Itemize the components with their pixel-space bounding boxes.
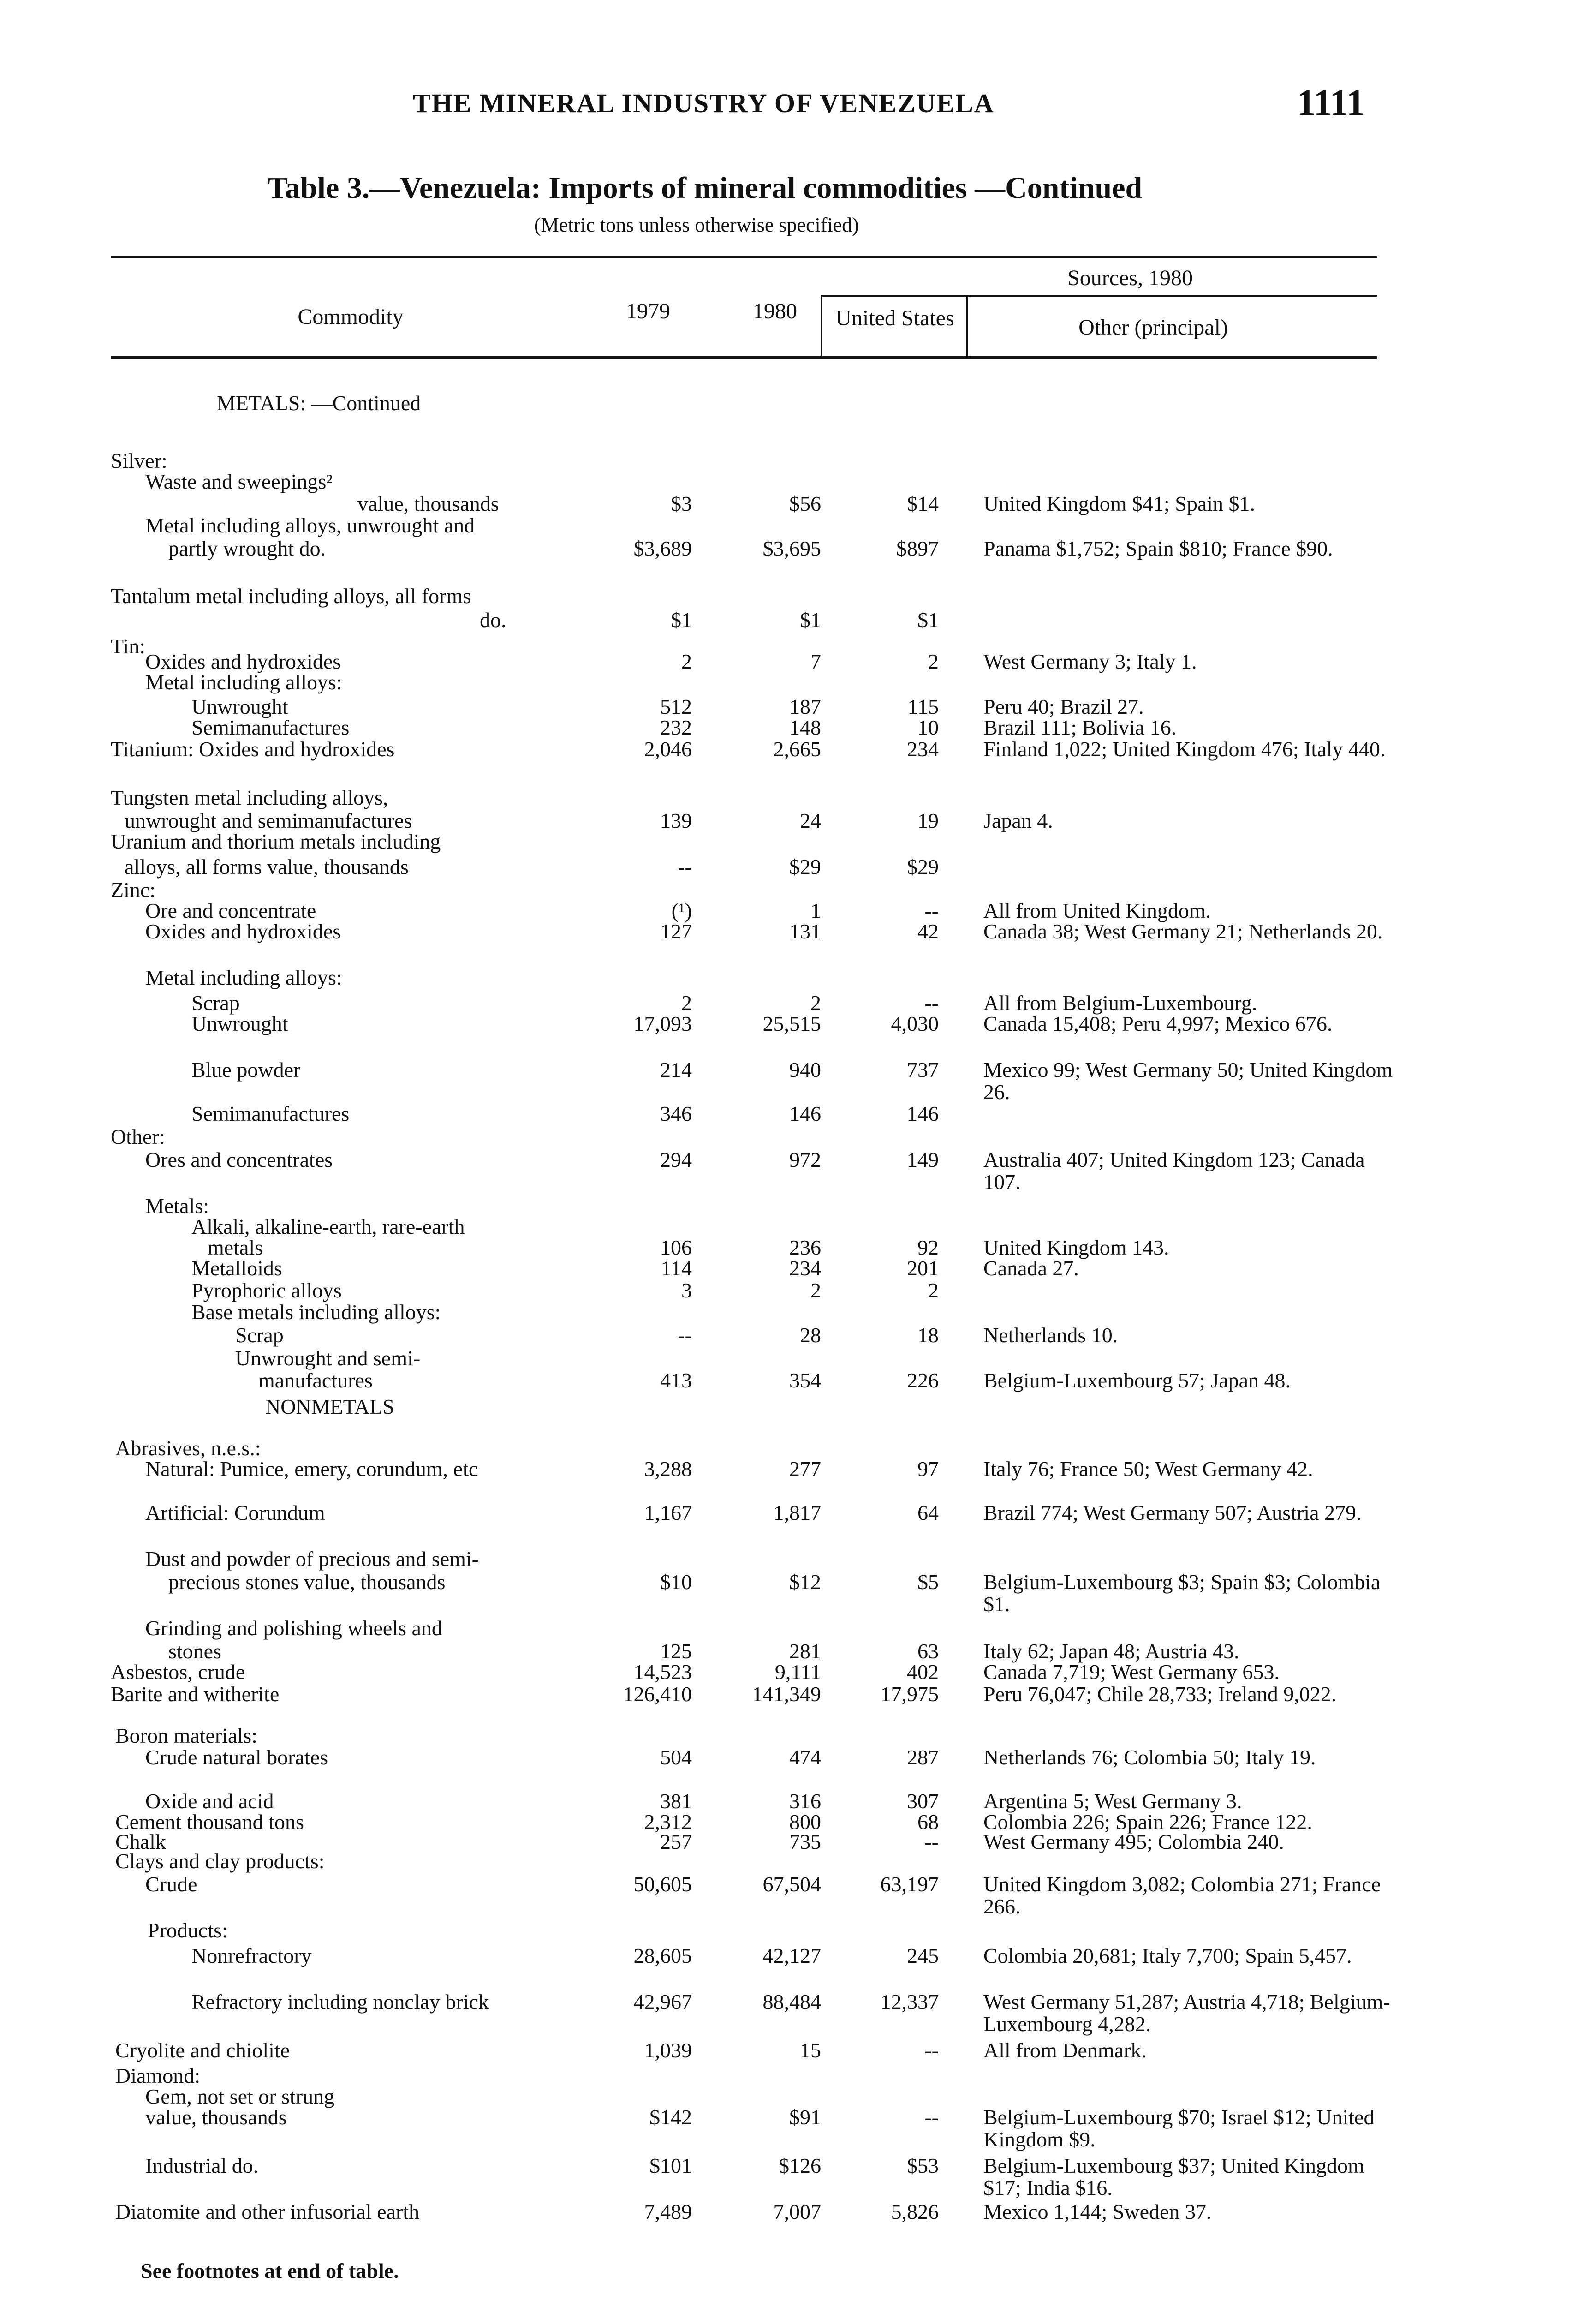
row-value-1979: 127	[660, 920, 692, 943]
row-value-united-states: $53	[907, 2154, 939, 2177]
row-value-united-states: 17,975	[880, 1682, 939, 1706]
row-value-1980: 28	[800, 1323, 821, 1347]
row-value-1980: 7	[810, 650, 821, 673]
row-value-1979: 3,288	[644, 1457, 692, 1481]
row-commodity: Natural: Pumice, emery, corundum, etc	[145, 1457, 478, 1481]
row-value-1979: 17,093	[633, 1012, 692, 1035]
row-value-1979: 413	[660, 1369, 692, 1392]
row-value-1979: 381	[660, 1789, 692, 1813]
row-other-sources: Japan 4.	[983, 809, 1053, 832]
row-commodity: Unwrought	[191, 1012, 288, 1035]
row-commodity: Metal including alloys, unwrought and	[145, 514, 475, 537]
row-commodity: precious stones value, thousands	[168, 1570, 446, 1594]
row-commodity: Other:	[111, 1125, 165, 1148]
row-value-united-states: --	[924, 991, 939, 1015]
row-value-1980: 234	[789, 1256, 821, 1280]
row-value-1979: 294	[660, 1148, 692, 1171]
row-value-1979: --	[678, 1323, 692, 1347]
row-commodity: Metal including alloys:	[145, 670, 342, 694]
row-commodity: Refractory including nonclay brick	[191, 1990, 489, 2014]
row-commodity: METALS: —Continued	[217, 391, 421, 415]
row-commodity: NONMETALS	[265, 1395, 394, 1418]
row-value-1980: 42,127	[762, 1944, 821, 1967]
row-commodity: Alkali, alkaline-earth, rare-earth	[191, 1215, 465, 1238]
row-value-united-states: 5,826	[891, 2200, 939, 2223]
row-commodity: Oxides and hydroxides	[145, 920, 341, 943]
row-value-1979: 2,046	[644, 737, 692, 761]
row-commodity: Diamond:	[115, 2064, 200, 2087]
row-other-sources: Brazil 111; Bolivia 16.	[983, 716, 1177, 739]
row-value-1979: 114	[661, 1256, 692, 1280]
row-value-united-states: 92	[917, 1236, 939, 1259]
row-commodity: value, thousands	[145, 2105, 287, 2129]
row-other-sources: Belgium-Luxembourg $70; Israel $12; United Kingdom $9.	[983, 2105, 1375, 2151]
row-other-sources: Italy 76; France 50; West Germany 42.	[983, 1457, 1313, 1481]
row-value-1980: 15	[800, 2038, 821, 2062]
row-commodity: Grinding and polishing wheels and	[145, 1616, 442, 1640]
row-value-1979: 2	[681, 650, 692, 673]
row-commodity: Metal including alloys:	[145, 966, 342, 989]
row-value-1979: 7,489	[644, 2200, 692, 2223]
row-value-1980: 800	[789, 1810, 821, 1834]
row-value-1979: 1,167	[644, 1501, 692, 1524]
running-title: THE MINERAL INDUSTRY OF VENEZUELA	[413, 88, 995, 118]
row-value-1979: 42,967	[633, 1990, 692, 2014]
row-other-sources: Netherlands 76; Colombia 50; Italy 19.	[983, 1745, 1316, 1769]
row-value-1979: 14,523	[633, 1660, 692, 1684]
row-value-1980: 972	[789, 1148, 821, 1171]
row-value-1980: 940	[789, 1058, 821, 1082]
row-other-sources: United Kingdom $41; Spain $1.	[983, 492, 1256, 515]
row-value-1980: $1	[800, 608, 821, 632]
row-value-united-states: 226	[907, 1369, 939, 1392]
row-value-united-states: 245	[907, 1944, 939, 1967]
row-commodity: Tantalum metal including alloys, all forms	[111, 584, 471, 608]
row-value-1980: 187	[789, 695, 821, 718]
row-value-1980: 277	[789, 1457, 821, 1481]
row-value-1979: $101	[649, 2154, 692, 2177]
row-commodity: Ores and concentrates	[145, 1148, 333, 1171]
row-value-1980: 9,111	[774, 1660, 821, 1684]
row-other-sources: Australia 407; United Kingdom 123; Canada 107.	[983, 1148, 1365, 1194]
row-commodity: Waste and sweepings²	[145, 470, 333, 493]
row-value-1979: (¹)	[671, 899, 692, 922]
row-commodity: Boron materials:	[115, 1724, 257, 1747]
row-other-sources: All from Denmark.	[983, 2038, 1147, 2062]
row-value-united-states: 115	[907, 695, 939, 718]
row-other-sources: Mexico 99; West Germany 50; United Kingdom 26.	[983, 1058, 1393, 1104]
row-value-1980: 474	[789, 1745, 821, 1769]
row-value-1979: 346	[660, 1102, 692, 1125]
table-subtitle: (Metric tons unless otherwise specified)	[534, 214, 859, 236]
row-other-sources: Netherlands 10.	[983, 1323, 1118, 1347]
row-value-1979: 1,039	[644, 2038, 692, 2062]
row-commodity: Clays and clay products:	[115, 1849, 325, 1873]
row-commodity: Dust and powder of precious and semi-	[145, 1547, 479, 1571]
row-value-united-states: 10	[917, 716, 939, 739]
row-value-1979: 50,605	[633, 1872, 692, 1896]
row-value-1980: $126	[779, 2154, 821, 2177]
row-commodity: manufactures	[258, 1369, 373, 1392]
row-value-1979: $3,689	[633, 537, 692, 560]
row-value-1979: $3	[671, 492, 692, 515]
row-commodity: Tungsten metal including alloys,	[111, 786, 388, 809]
row-value-1980: 2	[810, 991, 821, 1015]
row-value-united-states: $1	[917, 608, 939, 632]
row-commodity: Products:	[148, 1919, 228, 1942]
row-commodity: Scrap	[191, 991, 240, 1015]
row-other-sources: Canada 27.	[983, 1256, 1079, 1280]
table-title: Table 3.—Venezuela: Imports of mineral commodities —Continued	[268, 171, 1143, 205]
row-value-united-states: 97	[917, 1457, 939, 1481]
row-value-united-states: $29	[907, 855, 939, 879]
row-value-1980: $91	[789, 2105, 821, 2129]
row-value-united-states: 287	[907, 1745, 939, 1769]
row-value-united-states: 146	[907, 1102, 939, 1125]
row-value-1980: 146	[789, 1102, 821, 1125]
row-value-1980: 24	[800, 809, 821, 832]
row-value-1979: 2	[681, 991, 692, 1015]
row-commodity: Uranium and thorium metals including	[111, 830, 441, 853]
row-value-united-states: 18	[917, 1323, 939, 1347]
row-value-1979: --	[678, 855, 692, 879]
row-commodity: Barite and witherite	[111, 1682, 280, 1706]
row-commodity: Oxide and acid	[145, 1789, 274, 1813]
header-sources-1980: Sources, 1980	[1067, 266, 1193, 290]
row-value-united-states: 402	[907, 1660, 939, 1684]
row-commodity: Nonrefractory	[191, 1944, 312, 1967]
row-commodity: Silver:	[111, 449, 167, 472]
row-other-sources: Belgium-Luxembourg 57; Japan 48.	[983, 1369, 1291, 1392]
row-value-united-states: 12,337	[880, 1990, 939, 2014]
row-commodity: Zinc:	[111, 878, 156, 902]
row-other-sources: Belgium-Luxembourg $37; United Kingdom $17; India $16.	[983, 2154, 1364, 2199]
row-other-sources: Italy 62; Japan 48; Austria 43.	[983, 1639, 1239, 1663]
row-commodity: Artificial: Corundum	[145, 1501, 325, 1524]
row-other-sources: Colombia 226; Spain 226; France 122.	[983, 1810, 1312, 1834]
row-value-united-states: 2	[928, 1279, 939, 1302]
row-value-1979: 3	[681, 1279, 692, 1302]
row-value-1980: 148	[789, 716, 821, 739]
row-value-1979: 504	[660, 1745, 692, 1769]
row-commodity: stones	[168, 1639, 221, 1663]
row-commodity: metals	[208, 1236, 263, 1259]
row-other-sources: Canada 7,719; West Germany 653.	[983, 1660, 1280, 1684]
row-other-sources: United Kingdom 3,082; Colombia 271; France 266.	[983, 1872, 1381, 1918]
row-value-1980: 1,817	[773, 1501, 821, 1524]
row-value-united-states: $5	[917, 1570, 939, 1594]
row-commodity: Industrial do.	[145, 2154, 259, 2177]
row-value-1980: 141,349	[752, 1682, 821, 1706]
row-commodity: Pyrophoric alloys	[191, 1279, 342, 1302]
row-value-united-states: 42	[917, 920, 939, 943]
row-other-sources: Colombia 20,681; Italy 7,700; Spain 5,457.	[983, 1944, 1352, 1967]
row-commodity: Cryolite and chiolite	[115, 2038, 290, 2062]
row-value-united-states: 68	[917, 1810, 939, 1834]
row-other-sources: Peru 76,047; Chile 28,733; Ireland 9,022.	[983, 1682, 1337, 1706]
row-value-1980: 2	[810, 1279, 821, 1302]
row-value-1979: 214	[660, 1058, 692, 1082]
header-other-principal: Other (principal)	[1078, 315, 1228, 340]
row-other-sources: Brazil 774; West Germany 507; Austria 279.	[983, 1501, 1362, 1524]
header-commodity: Commodity	[298, 305, 404, 329]
row-value-1980: 316	[789, 1789, 821, 1813]
row-value-united-states: --	[924, 899, 939, 922]
row-value-1979: 125	[660, 1639, 692, 1663]
row-value-1980: 1	[810, 899, 821, 922]
footnote: See footnotes at end of table.	[141, 2259, 399, 2283]
row-other-sources: United Kingdom 143.	[983, 1236, 1169, 1259]
row-commodity: Unwrought	[191, 695, 288, 718]
row-commodity: unwrought and semimanufactures	[125, 809, 412, 832]
row-commodity: Semimanufactures	[191, 716, 350, 739]
row-other-sources: West Germany 495; Colombia 240.	[983, 1830, 1284, 1853]
row-commodity: Blue powder	[191, 1058, 301, 1082]
row-value-1980: 735	[789, 1830, 821, 1853]
row-commodity: Metals:	[145, 1194, 209, 1218]
row-value-1980: 281	[789, 1639, 821, 1663]
row-commodity: alloys, all forms value, thousands	[125, 855, 409, 879]
row-value-1979: $142	[649, 2105, 692, 2129]
row-other-sources: All from United Kingdom.	[983, 899, 1211, 922]
row-commodity: Abrasives, n.e.s.:	[115, 1436, 261, 1460]
row-commodity: Semimanufactures	[191, 1102, 350, 1125]
row-commodity: Tin:	[111, 634, 146, 658]
row-value-united-states: 149	[907, 1148, 939, 1171]
row-value-united-states: --	[924, 2105, 939, 2129]
row-value-1979: 28,605	[633, 1944, 692, 1967]
row-value-united-states: 234	[907, 737, 939, 761]
row-other-sources: Canada 15,408; Peru 4,997; Mexico 676.	[983, 1012, 1333, 1035]
row-value-united-states: --	[924, 2038, 939, 2062]
row-value-united-states: 4,030	[891, 1012, 939, 1035]
row-value-united-states: 2	[928, 650, 939, 673]
row-value-1979: 257	[660, 1830, 692, 1853]
row-value-1979: 232	[660, 716, 692, 739]
row-value-united-states: 63	[917, 1639, 939, 1663]
row-commodity: Cement thousand tons	[115, 1810, 304, 1834]
row-value-1980: 25,515	[762, 1012, 821, 1035]
row-commodity: Diatomite and other infusorial earth	[115, 2200, 420, 2223]
row-value-united-states: 64	[917, 1501, 939, 1524]
row-commodity: Chalk	[115, 1830, 166, 1853]
row-other-sources: Canada 38; West Germany 21; Netherlands 20.	[983, 920, 1383, 943]
row-value-united-states: 63,197	[880, 1872, 939, 1896]
row-commodity: Gem, not set or strung	[145, 2085, 335, 2108]
row-other-sources: Finland 1,022; United Kingdom 476; Italy 440.	[983, 737, 1386, 761]
row-commodity: value, thousands	[357, 492, 499, 515]
row-commodity: Base metals including alloys:	[191, 1300, 441, 1324]
row-commodity: Unwrought and semi-	[235, 1346, 421, 1370]
row-value-1979: 139	[660, 809, 692, 832]
header-united-states: United States	[835, 306, 954, 330]
row-commodity: Asbestos, crude	[111, 1660, 245, 1684]
row-value-1980: 88,484	[762, 1990, 821, 2014]
row-other-sources: Belgium-Luxembourg $3; Spain $3; Colombia $1.	[983, 1570, 1381, 1616]
row-value-1980: $12	[789, 1570, 821, 1594]
row-value-1979: 106	[660, 1236, 692, 1259]
row-value-1979: 2,312	[644, 1810, 692, 1834]
row-value-united-states: 307	[907, 1789, 939, 1813]
row-value-united-states: $14	[907, 492, 939, 515]
row-value-1980: 7,007	[773, 2200, 821, 2223]
row-commodity: Crude	[145, 1872, 197, 1896]
page-number: 1111	[1297, 83, 1365, 123]
row-value-1979: 126,410	[623, 1682, 692, 1706]
row-commodity: Oxides and hydroxides	[145, 650, 341, 673]
row-other-sources: West Germany 3; Italy 1.	[983, 650, 1197, 673]
row-value-united-states: 19	[917, 809, 939, 832]
row-value-1980: $56	[789, 492, 821, 515]
row-value-1979: $10	[660, 1570, 692, 1594]
row-value-1979: $1	[671, 608, 692, 632]
row-other-sources: All from Belgium-Luxembourg.	[983, 991, 1257, 1015]
row-value-united-states: 737	[907, 1058, 939, 1082]
row-other-sources: Mexico 1,144; Sweden 37.	[983, 2200, 1212, 2223]
row-value-united-states: 201	[907, 1256, 939, 1280]
row-value-1980: 2,665	[773, 737, 821, 761]
row-commodity: Crude natural borates	[145, 1745, 328, 1769]
row-value-1979: 512	[660, 695, 692, 718]
row-commodity: Metalloids	[191, 1256, 282, 1280]
row-value-1980: 354	[789, 1369, 821, 1392]
row-other-sources: Peru 40; Brazil 27.	[983, 695, 1144, 718]
row-commodity: partly wrought do.	[168, 537, 326, 560]
row-value-1980: 67,504	[762, 1872, 821, 1896]
row-commodity: Scrap	[235, 1323, 284, 1347]
row-value-united-states: $897	[896, 537, 939, 560]
row-value-1980: $3,695	[762, 537, 821, 560]
row-commodity: do.	[480, 608, 506, 632]
header-1980: 1980	[753, 299, 797, 323]
row-value-1980: 131	[789, 920, 821, 943]
row-other-sources: West Germany 51,287; Austria 4,718; Belgium-Luxembourg 4,282.	[983, 1990, 1390, 2036]
header-1979: 1979	[626, 299, 670, 323]
row-commodity: Titanium: Oxides and hydroxides	[111, 737, 395, 761]
row-value-united-states: --	[924, 1830, 939, 1853]
row-other-sources: Panama $1,752; Spain $810; France $90.	[983, 537, 1333, 560]
row-value-1980: 236	[789, 1236, 821, 1259]
row-value-1980: $29	[789, 855, 821, 879]
row-commodity: Ore and concentrate	[145, 899, 316, 922]
row-other-sources: Argentina 5; West Germany 3.	[983, 1789, 1242, 1813]
